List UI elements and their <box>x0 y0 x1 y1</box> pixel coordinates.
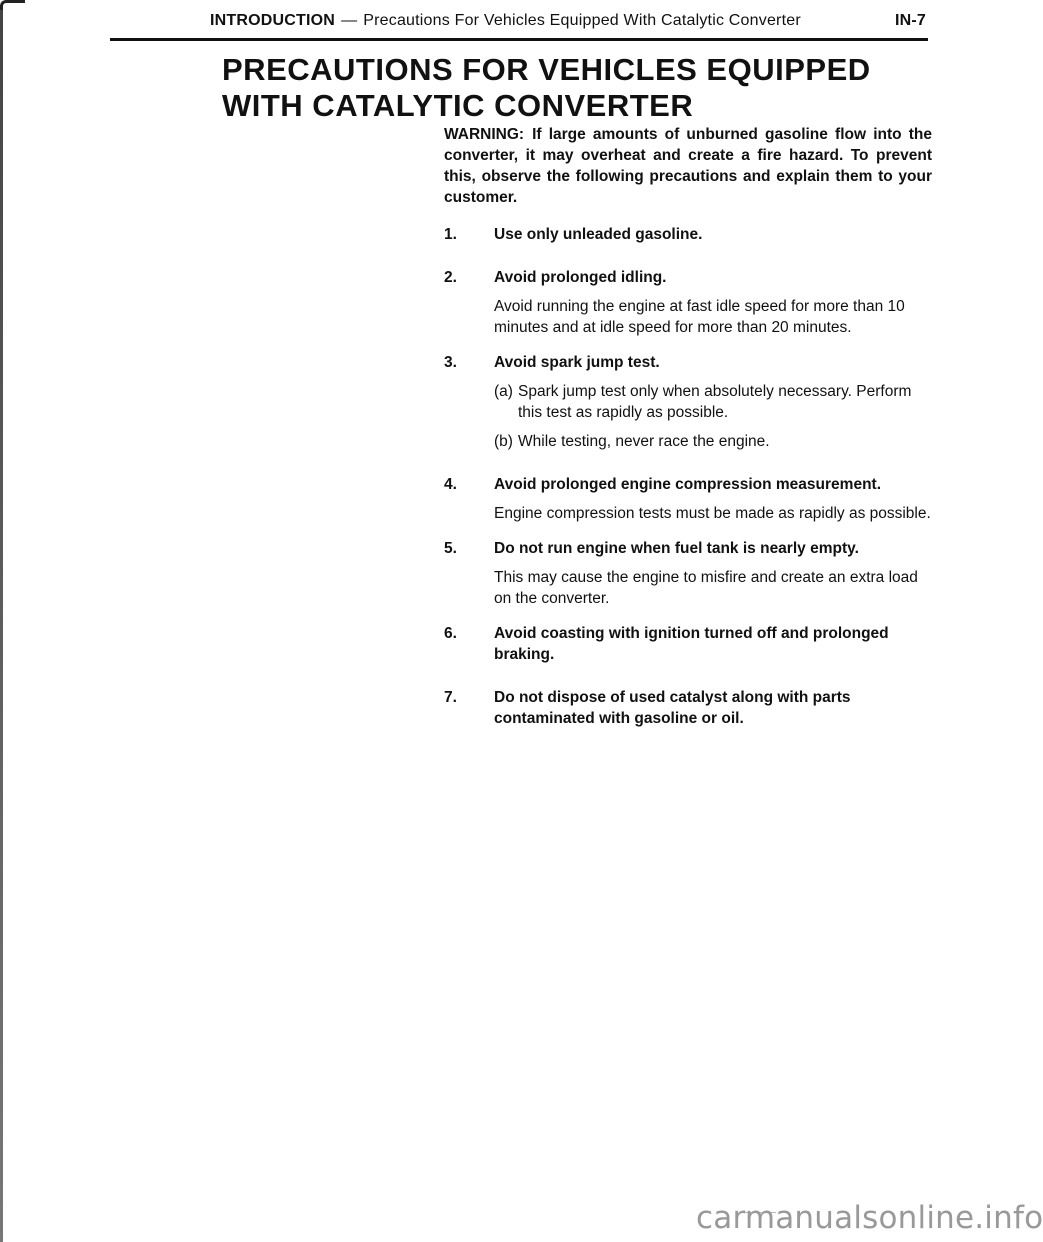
site-watermark: carmanualsonline.info <box>696 1200 1043 1236</box>
item-heading: Do not dispose of used catalyst along with parts contaminated with gasoline or oil. <box>494 689 851 727</box>
precaution-item <box>444 623 932 673</box>
item-heading: Use only unleaded gasoline. <box>494 226 703 243</box>
sub-item-letter: (a) <box>494 383 513 400</box>
item-description: Engine compression tests must be made as rapidly as possible. <box>494 505 931 522</box>
header-rule <box>110 38 928 41</box>
header-separator: — <box>341 12 358 29</box>
page-title: PRECAUTIONS FOR VEHICLES EQUIPPED WITH CATALYTIC CONVERTER <box>222 52 871 123</box>
item-heading: Avoid spark jump test. <box>494 354 660 371</box>
precautions-content <box>444 124 932 751</box>
header-subtitle: Precautions For Vehicles Equipped With Catalytic Converter <box>363 12 801 29</box>
sub-item <box>494 431 932 452</box>
item-description: This may cause the engine to misfire and create an extra load on the converter. <box>494 569 918 607</box>
item-number: 2. <box>444 269 457 286</box>
precaution-item <box>444 267 932 338</box>
warning-label: WARNING: <box>444 126 525 143</box>
precaution-item <box>444 538 932 609</box>
precaution-item <box>444 224 932 253</box>
item-heading: Avoid coasting with ignition turned off and prolonged braking. <box>494 625 889 663</box>
item-heading: Avoid prolonged engine compression measurement. <box>494 476 882 493</box>
sub-item-text: While testing, never race the engine. <box>518 433 770 450</box>
precaution-item <box>444 474 932 524</box>
item-description: Avoid running the engine at fast idle speed for more than 10 minutes and at idle speed for more than 20 minutes. <box>494 298 905 336</box>
precaution-item <box>444 352 932 460</box>
header-section: INTRODUCTION <box>210 12 336 29</box>
warning-text: If large amounts of unburned gasoline flow into the converter, it may overheat and create a fire hazard. To prevent this, observe the following precautions and explain them to your customer. <box>444 126 932 206</box>
running-header <box>210 12 926 30</box>
sub-item <box>494 381 932 423</box>
sub-item-text: Spark jump test only when absolutely necessary. Perform this test as rapidly as possible. <box>518 383 912 421</box>
item-heading: Avoid prolonged idling. <box>494 269 667 286</box>
warning-note <box>444 124 932 208</box>
item-number: 3. <box>444 354 457 371</box>
item-number: 7. <box>444 689 457 706</box>
item-number: 4. <box>444 476 457 493</box>
precaution-item <box>444 687 932 737</box>
page-number: IN-7 <box>894 12 926 29</box>
item-heading: Do not run engine when fuel tank is nearly empty. <box>494 540 859 557</box>
sub-item-letter: (b) <box>494 433 513 450</box>
item-number: 6. <box>444 625 457 642</box>
item-number: 1. <box>444 226 457 243</box>
corner-mark <box>0 0 25 17</box>
item-number: 5. <box>444 540 457 557</box>
page-edge <box>0 10 3 1242</box>
